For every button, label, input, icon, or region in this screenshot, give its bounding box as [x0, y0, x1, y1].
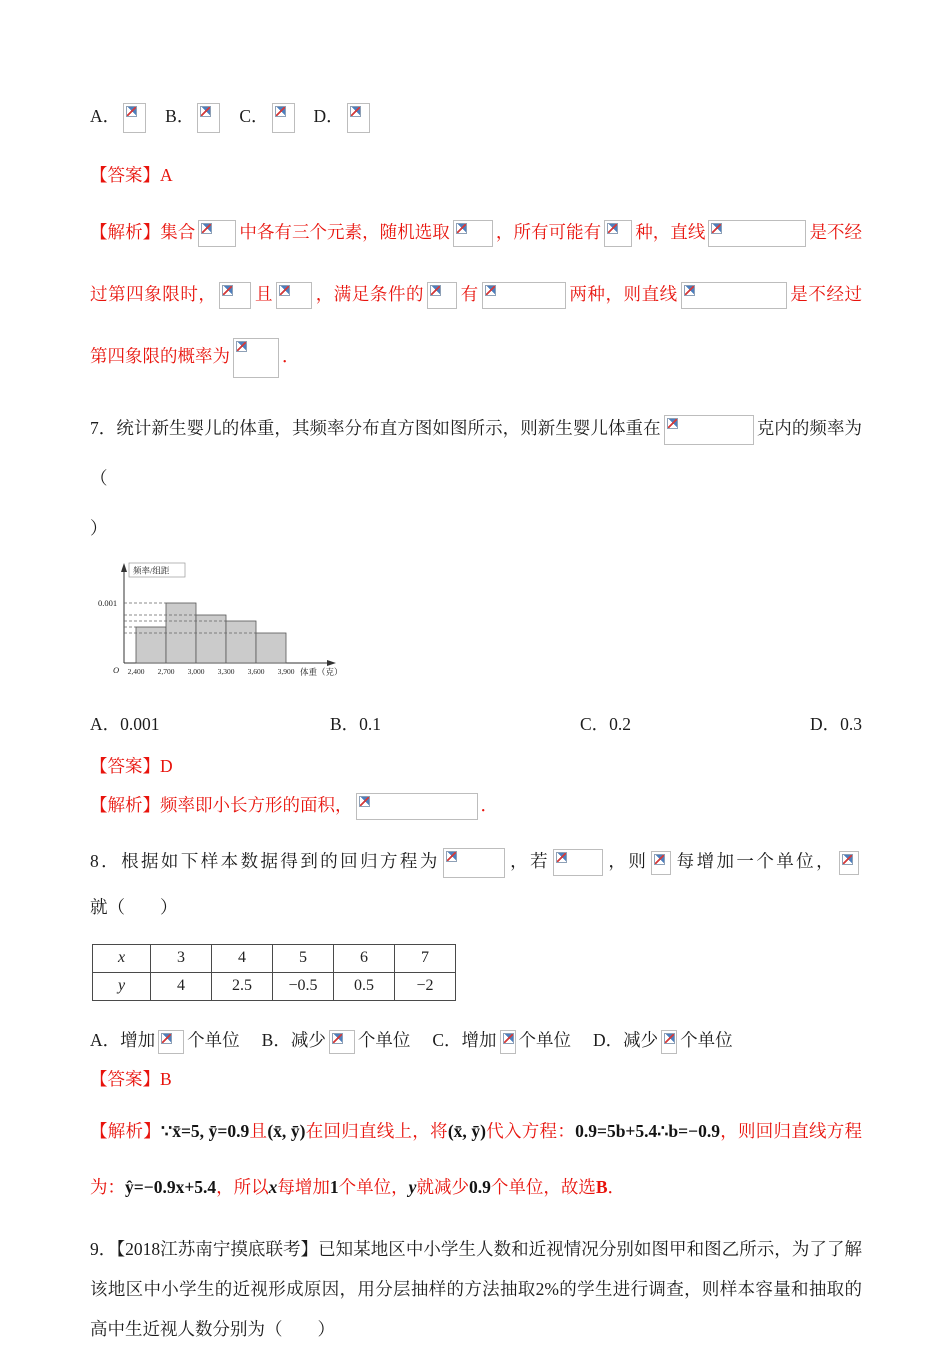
q6-option-d [314, 100, 373, 133]
equation-image-placeholder [482, 282, 566, 309]
table-cell: 5 [273, 944, 334, 972]
text-run: 个单位 [357, 1029, 411, 1050]
broken-image-icon [446, 851, 457, 862]
text-run: ） [90, 517, 108, 538]
text-run: 集合 [160, 221, 196, 242]
table-cell: −2 [395, 972, 456, 1000]
equation-image-placeholder [443, 848, 505, 878]
q6-option-a [90, 100, 149, 133]
equation-image-placeholder [553, 849, 603, 876]
equation-image-placeholder [453, 220, 493, 247]
text-run: 中各有三个元素，随机选取 [239, 221, 450, 242]
answer-label: 【答案】 [90, 755, 160, 776]
table-cell: x [93, 944, 151, 972]
math-run: 0.9 [468, 1176, 491, 1197]
text-run: 克内的频率为（ [90, 417, 863, 488]
math-run: ∵ [161, 1120, 173, 1141]
text-run: ，满足条件的 [315, 283, 425, 304]
histogram-plot [94, 559, 394, 691]
broken-image-icon [654, 854, 665, 865]
text-run: 两种，则直线 [568, 283, 678, 304]
answer-value: D [160, 755, 173, 776]
equation-image-placeholder [272, 103, 295, 133]
q6-option-b [165, 100, 223, 133]
q7-stem [90, 403, 862, 553]
equation-image-placeholder [427, 282, 457, 309]
broken-image-icon [332, 1033, 343, 1044]
equation-image-placeholder [664, 415, 754, 445]
equation-image-placeholder [347, 103, 370, 133]
broken-image-icon [607, 223, 618, 234]
text-run: 是不经过第四象限时， [90, 221, 863, 304]
q8-stem [90, 838, 862, 930]
text-run: ，则回归直线方程为： [90, 1120, 863, 1197]
q8-data-table [92, 944, 456, 1001]
equation-image-placeholder [839, 851, 859, 875]
equation-image-placeholder [651, 851, 671, 875]
math-run: ŷ=−0.9x+5.4 [125, 1176, 217, 1197]
x-tick-label: 2,700 [157, 666, 175, 676]
broken-image-icon [222, 285, 233, 296]
text-run: 有 [460, 283, 479, 304]
math-run: (x̄, ȳ) [447, 1120, 487, 1141]
broken-image-icon [350, 106, 361, 117]
equation-image-placeholder [604, 220, 632, 247]
q8-option-c [432, 1025, 571, 1055]
text-run: 8．根据如下样本数据得到的回归方程为 [90, 850, 440, 871]
text-run: 每增加 [277, 1176, 330, 1197]
equation-image-placeholder [661, 1030, 677, 1054]
text-run: ，若 [507, 850, 550, 871]
q7-option-a: A．0.001 [90, 713, 160, 734]
table-row [93, 944, 456, 972]
text-run: 且 [249, 1120, 268, 1141]
broken-image-icon [201, 223, 212, 234]
equation-image-placeholder [500, 1030, 516, 1054]
text-run: ，所有可能有 [495, 221, 602, 242]
text-run: 且 [254, 283, 274, 304]
histogram-bars-layer [124, 603, 295, 676]
analysis-label: 【解析】 [90, 1120, 162, 1141]
broken-image-icon [684, 285, 695, 296]
text-run: 9．【2018江苏南宁摸底联考】已知某地区中小学生人数和近视情况分别如图甲和图乙所示，为了了解该地区中小学生的近视形成原因，用分层抽样的方法抽取2%的学生进行调查，则样本容量和抽取的高中生近视人数分别为（ ） [90, 1238, 862, 1339]
x-tick-label: 2,400 [127, 666, 145, 676]
text-run: ． [607, 1176, 626, 1197]
q7-option-d: D．0.3 [810, 713, 863, 734]
equation-image-placeholder [219, 282, 251, 309]
q8-analysis-paragraph [90, 1103, 862, 1215]
equation-image-placeholder [123, 103, 146, 133]
text-run: ，则 [606, 850, 649, 871]
table-cell: 0.5 [334, 972, 395, 1000]
equation-image-placeholder [233, 338, 279, 378]
option-label: C． [239, 106, 269, 126]
x-tick-label: 3,000 [187, 666, 205, 676]
table-row [93, 972, 456, 1000]
table-cell: 2.5 [212, 972, 273, 1000]
text-run: 7．统计新生婴儿的体重，其频率分布直方图如图所示，则新生婴儿体重在 [90, 417, 661, 438]
histogram-figure [94, 559, 862, 696]
broken-image-icon [456, 223, 467, 234]
equation-image-placeholder [681, 282, 787, 309]
table-cell: 6 [334, 944, 395, 972]
y-axis-arrow-icon [121, 563, 127, 572]
broken-image-icon [279, 285, 290, 296]
equation-image-placeholder [356, 793, 478, 820]
text-run: 每增加一个单位， [674, 850, 836, 871]
broken-image-icon [236, 341, 247, 352]
histogram-bar [196, 615, 226, 663]
equation-image-placeholder [197, 103, 220, 133]
x-tick-label: 3,600 [247, 666, 265, 676]
table-cell: y [93, 972, 151, 1000]
x-tick-label: 3,900 [277, 666, 295, 676]
text-run: 频率即小长方形的面积， [160, 794, 353, 815]
text-run: 个单位 [518, 1029, 572, 1050]
q8-option-a [90, 1025, 240, 1055]
y-tick-label: 0.001 [98, 597, 118, 608]
equation-image-placeholder [329, 1030, 355, 1054]
option-label: B． [165, 106, 195, 126]
q6-image-options-row [90, 100, 862, 133]
math-run: 1 [329, 1176, 339, 1197]
q8-option-d [593, 1025, 733, 1055]
q7-option-c: C．0.2 [580, 713, 632, 734]
y-axis-label: 频率/组距 [133, 565, 170, 576]
text-run: 在回归直线上，将 [305, 1120, 448, 1141]
broken-image-icon [485, 285, 496, 296]
text-run: ． [282, 345, 300, 366]
option-label: A． [90, 106, 121, 126]
histogram-bar [136, 627, 166, 663]
math-run: ∴b=−0.9 [657, 1120, 720, 1141]
q6-analysis-paragraph [90, 201, 862, 387]
x-axis-label: 体重（克） [300, 666, 343, 677]
q7-option-b: B．0.1 [330, 713, 382, 734]
broken-image-icon [556, 852, 567, 863]
broken-image-icon [359, 796, 370, 807]
table-cell: 4 [151, 972, 212, 1000]
x-tick-label: 3,300 [217, 666, 235, 676]
math-run: 0.9=5b+5.4 [575, 1120, 658, 1141]
text-run: 个单位 [187, 1029, 240, 1050]
broken-image-icon [842, 854, 853, 865]
equation-image-placeholder [276, 282, 312, 309]
q7-answer-line [90, 752, 862, 780]
answer-value: A [160, 164, 173, 185]
x-axis-arrow-icon [327, 660, 336, 666]
math-run: x [268, 1176, 278, 1197]
answer-label: 【答案】 [90, 164, 160, 185]
text-run: ，所以 [216, 1176, 269, 1197]
broken-image-icon [200, 106, 211, 117]
table-cell: 3 [151, 944, 212, 972]
table-cell: −0.5 [273, 972, 334, 1000]
broken-image-icon [664, 1033, 675, 1044]
text-run: 个单位， [338, 1176, 409, 1197]
text-run: 就（ ） [90, 896, 178, 917]
equation-image-placeholder [708, 220, 806, 247]
text-run: 种，直线 [635, 221, 706, 242]
q8-answer-line [90, 1065, 862, 1093]
table-cell: 4 [212, 944, 273, 972]
option-label: D． [313, 106, 344, 126]
broken-image-icon [161, 1033, 172, 1044]
text-run: 是不经过第四象限的概率为 [90, 283, 863, 366]
math-run: y [408, 1176, 417, 1197]
math-run: x̄=5, ȳ=0.9 [172, 1120, 250, 1141]
text-run: C．增加 [432, 1029, 497, 1050]
text-run: A．增加 [90, 1029, 156, 1050]
text-run: ． [480, 794, 498, 815]
histogram-bar [226, 621, 256, 663]
text-run: B．减少 [261, 1029, 326, 1050]
q8-option-b [262, 1025, 411, 1055]
broken-image-icon [430, 285, 441, 296]
broken-image-icon [503, 1033, 514, 1044]
text-run: D．减少 [593, 1029, 659, 1050]
broken-image-icon [275, 106, 286, 117]
broken-image-icon [711, 223, 722, 234]
table-cell: 7 [395, 944, 456, 972]
equation-image-placeholder [158, 1030, 184, 1054]
text-run: 代入方程： [486, 1120, 576, 1141]
math-run: (x̄, ȳ) [267, 1120, 306, 1141]
q6-option-c [239, 100, 297, 133]
answer-value: B [160, 1068, 172, 1089]
answer-label: 【答案】 [90, 1068, 160, 1089]
histogram-bar [256, 633, 286, 663]
broken-image-icon [667, 418, 678, 429]
q7-options-row [90, 710, 862, 738]
text-run: 个单位，故选 [490, 1176, 596, 1197]
origin-label: O [113, 664, 120, 675]
selected-choice: B [595, 1176, 608, 1197]
broken-image-icon [126, 106, 137, 117]
text-run: 个单位 [680, 1029, 733, 1050]
analysis-label: 【解析】 [90, 794, 160, 815]
q9-stem [90, 1229, 862, 1349]
text-run: 就减少 [416, 1176, 469, 1197]
q8-options-row [90, 1025, 862, 1055]
q6-answer-line [90, 161, 862, 189]
q7-analysis-paragraph [90, 788, 862, 822]
equation-image-placeholder [198, 220, 236, 247]
analysis-label: 【解析】 [90, 221, 161, 242]
